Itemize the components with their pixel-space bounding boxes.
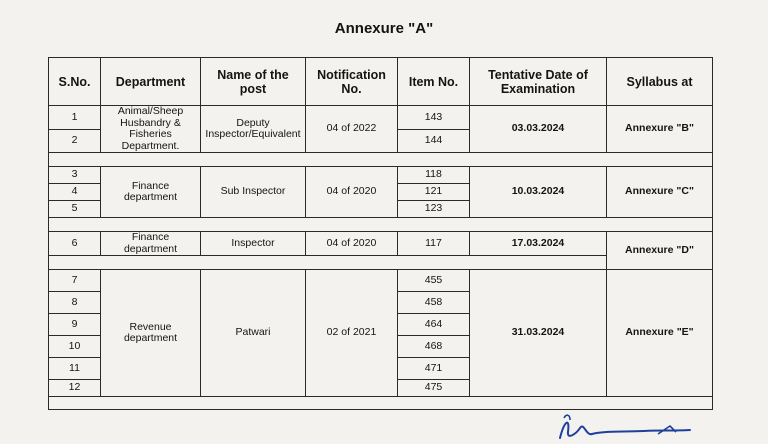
- sno-cell: 6: [49, 232, 101, 256]
- department-cell: Revenue department: [101, 270, 201, 397]
- sno-cell: 1: [49, 106, 101, 130]
- sno-cell: 10: [49, 336, 101, 358]
- notification-cell: 04 of 2020: [306, 167, 398, 218]
- sno-cell: 4: [49, 184, 101, 201]
- table-row: [49, 167, 713, 184]
- syllabus-cell: Annexure "E": [607, 270, 713, 397]
- sno-cell: 7: [49, 270, 101, 292]
- department-cell: Animal/Sheep Husbandry & Fisheries Department.: [101, 106, 201, 153]
- page-title: Annexure "A": [334, 20, 434, 37]
- item-cell: 117: [398, 232, 470, 256]
- item-cell: 464: [398, 314, 470, 336]
- syllabus-cell: Annexure "B": [607, 106, 713, 153]
- table-row: [49, 270, 713, 292]
- date-cell: 17.03.2024: [470, 232, 607, 256]
- spacer-row: [49, 218, 713, 232]
- header-date: Tentative Date of Examination: [470, 58, 607, 106]
- sno-cell: 5: [49, 201, 101, 218]
- item-cell: 471: [398, 358, 470, 380]
- notification-cell: 04 of 2022: [306, 106, 398, 153]
- item-cell: 455: [398, 270, 470, 292]
- table-row: [49, 106, 713, 130]
- sno-cell: 2: [49, 129, 101, 153]
- sno-cell: 9: [49, 314, 101, 336]
- item-cell: 118: [398, 167, 470, 184]
- sno-cell: 11: [49, 358, 101, 380]
- header-department: Department: [101, 58, 201, 106]
- notification-cell: 02 of 2021: [306, 270, 398, 397]
- date-cell: 03.03.2024: [470, 106, 607, 153]
- header-syllabus: Syllabus at: [607, 58, 713, 106]
- exam-schedule-table: [48, 57, 713, 410]
- spacer-row: [49, 397, 713, 410]
- item-cell: 143: [398, 106, 470, 130]
- signature-mark: [540, 412, 710, 444]
- date-cell: 31.03.2024: [470, 270, 607, 397]
- department-cell: Finance department: [101, 232, 201, 256]
- syllabus-cell: Annexure "D": [607, 232, 713, 270]
- table-row: [49, 232, 713, 256]
- item-cell: 144: [398, 129, 470, 153]
- header-item: Item No.: [398, 58, 470, 106]
- item-cell: 458: [398, 292, 470, 314]
- post-cell: Sub Inspector: [201, 167, 306, 218]
- spacer-row: [49, 153, 713, 167]
- header-notification: Notification No.: [306, 58, 398, 106]
- department-cell: Finance department: [101, 167, 201, 218]
- post-cell: Patwari: [201, 270, 306, 397]
- header-post: Name of the post: [201, 58, 306, 106]
- item-cell: 121: [398, 184, 470, 201]
- syllabus-cell: Annexure "C": [607, 167, 713, 218]
- post-cell: Inspector: [201, 232, 306, 256]
- item-cell: 123: [398, 201, 470, 218]
- date-cell: 10.03.2024: [470, 167, 607, 218]
- item-cell: 475: [398, 380, 470, 397]
- item-cell: 468: [398, 336, 470, 358]
- post-cell: Deputy Inspector/Equivalent: [201, 106, 306, 153]
- sno-cell: 3: [49, 167, 101, 184]
- sno-cell: 12: [49, 380, 101, 397]
- header-row: [49, 58, 713, 106]
- header-sno: S.No.: [49, 58, 101, 106]
- notification-cell: 04 of 2020: [306, 232, 398, 256]
- sno-cell: 8: [49, 292, 101, 314]
